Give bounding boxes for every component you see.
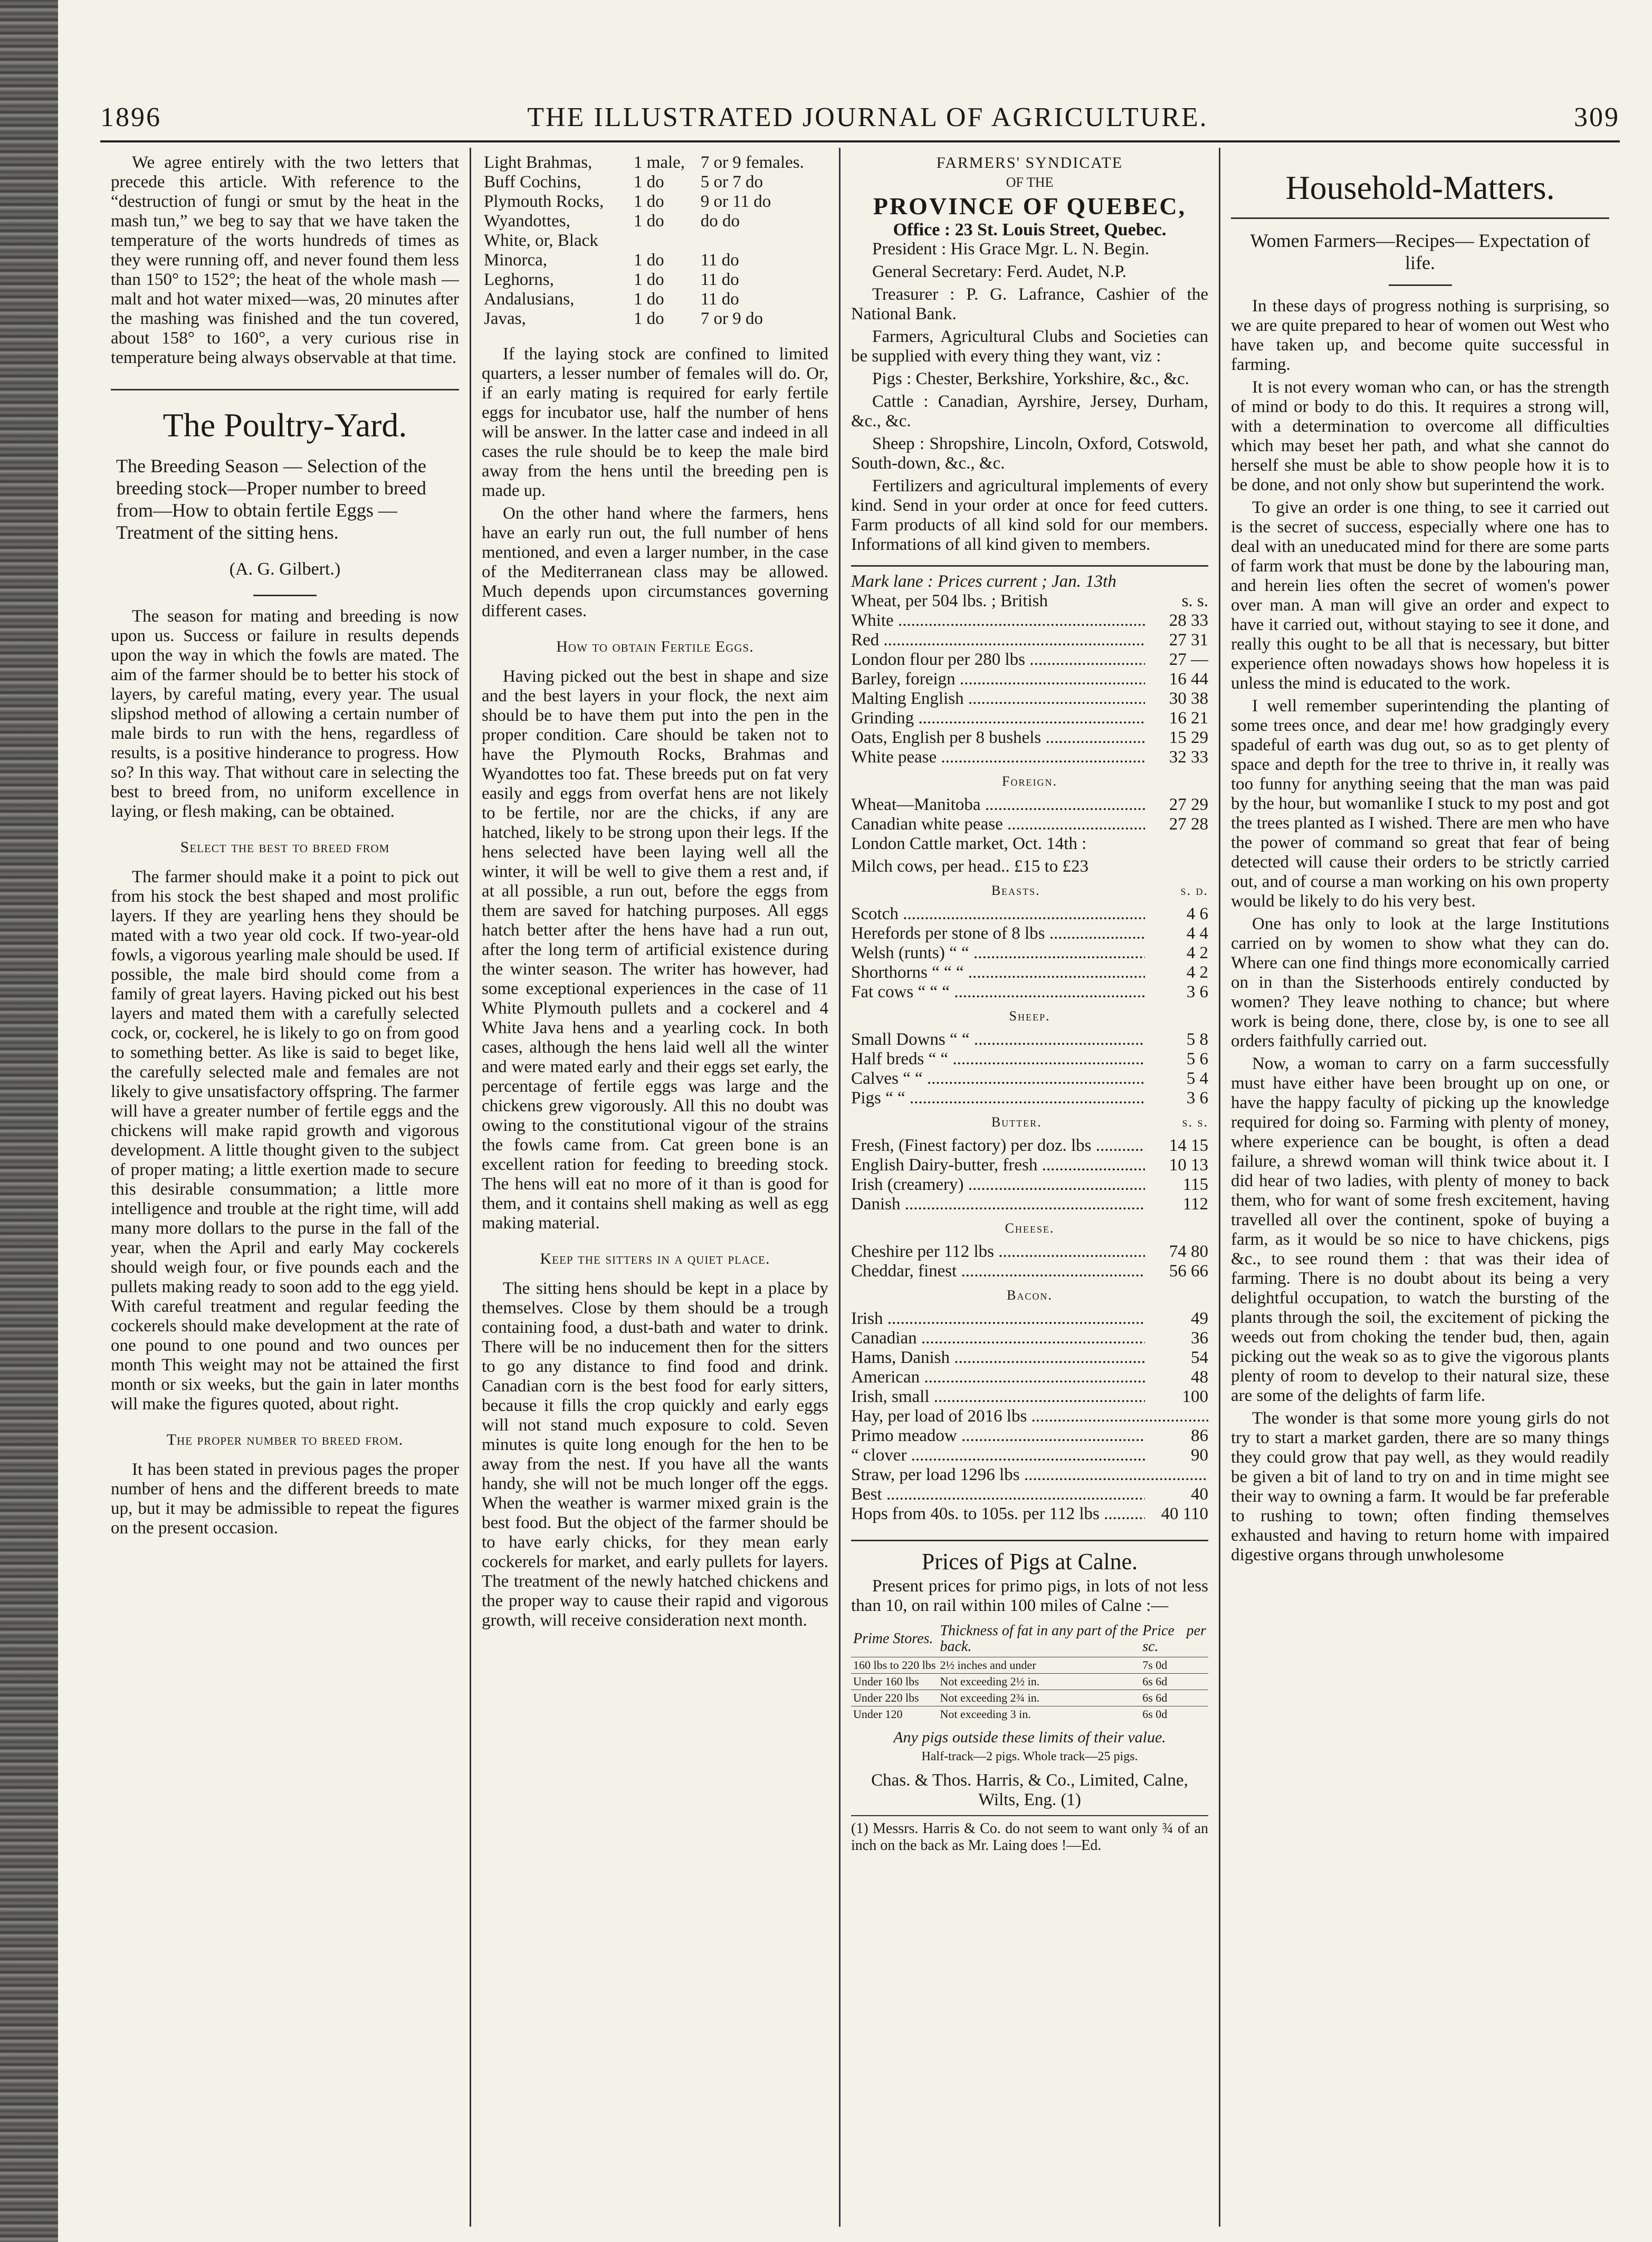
hay-list xyxy=(851,1426,1208,1465)
breed-cell: Leghorns, xyxy=(484,270,554,289)
butter-unit: s. s. xyxy=(1182,1114,1208,1130)
market-value: 27 28 xyxy=(1169,815,1208,834)
paragraph: It is not every woman who can, or has the strength of mind or body to do this. It requires a strong will, with a determination to overcome all difficulties which may beset her path, and what she cannot do herself she must be able to show people how it is to be done, and not only show but superintend the work. xyxy=(1231,378,1609,494)
paragraph: It has been stated in previous pages the proper number of hens and the different breeds to mate up, but it may be admissible to repeat the figures on the present occasion. xyxy=(111,1460,459,1538)
breed-row xyxy=(482,231,828,251)
beasts-list xyxy=(851,904,1208,1002)
subheading: The proper number to breed from. xyxy=(166,1431,404,1448)
market-value: 27 — xyxy=(1169,650,1208,669)
journal-title: THE ILLUSTRATED JOURNAL OF AGRICULTURE. xyxy=(527,102,1208,132)
market-title: Mark lane : Prices current ; Jan. 13th xyxy=(851,565,1208,591)
breed-cell: White, or, Black xyxy=(484,231,598,250)
market-row xyxy=(851,1485,1208,1504)
market-row xyxy=(851,709,1208,728)
pig-prices-title: Prices of Pigs at Calne. xyxy=(851,1540,1208,1571)
paragraph: The season for mating and breeding is now upon us. Success or failure in results depends upon the way in which the fowls are mated. The aim of the farmer should be to better his stock of layers, by careful mating, every year. The usual slipshod method of allowing a certain number of male birds to run with the hens, regardless of results, is a positive hinderance to progress. How so? In this way. That without care in selecting the best to breed from, no uniform excellence in laying, or flesh making, can be obtained. xyxy=(111,607,459,821)
market-value: 16 44 xyxy=(1169,670,1208,689)
foreign-list xyxy=(851,795,1208,834)
hay-head-row xyxy=(851,1407,1208,1426)
breed-cell: 11 do xyxy=(700,270,739,289)
breeds-table xyxy=(482,153,828,329)
market-row xyxy=(851,591,1208,611)
subheading: Select the best to breed from xyxy=(180,838,390,856)
market-label: Grinding ..... xyxy=(851,709,1145,728)
hops-row xyxy=(851,1504,1208,1524)
breed-row xyxy=(482,251,828,270)
market-value: 4 6 xyxy=(1186,904,1208,923)
pig-col-header: Thickness of fat in any part of the back. xyxy=(940,1623,1139,1655)
president: President : His Grace Mgr. L. N. Begin. xyxy=(872,240,1150,259)
pig-cell: Not exceeding 2¾ in. xyxy=(938,1690,1140,1706)
market-value: 3 6 xyxy=(1186,1089,1208,1108)
pig-cell: 6s 6d xyxy=(1140,1674,1208,1690)
market-value: 36 xyxy=(1191,1329,1208,1348)
market-value: 90 xyxy=(1191,1446,1208,1465)
wheat-head: Wheat, per 504 lbs. ; British xyxy=(851,591,1048,610)
breed-cell: Buff Cochins, xyxy=(484,173,581,192)
cattle-list: Cattle : Canadian, Ayrshire, Jersey, Durham, &c., &c. xyxy=(851,392,1208,431)
newspaper-page xyxy=(100,95,1620,2227)
pig-cell: 2½ inches and under xyxy=(938,1657,1140,1674)
straw-head-row xyxy=(851,1465,1208,1485)
pig-cell: Under 160 lbs xyxy=(851,1674,938,1690)
footnote: (1) Messrs. Harris & Co. do not seem to want only ¾ of an inch on the back as Mr. Laing does !—Ed. xyxy=(851,1815,1208,1854)
farmers-note: Farmers, Agricultural Clubs and Societies can be supplied with every thing they want, viz : xyxy=(851,327,1208,366)
sheep-head: Sheep. xyxy=(1009,1008,1051,1024)
market-row xyxy=(851,924,1208,943)
market-row xyxy=(851,982,1208,1002)
market-label: London flour per 280 lbs ..... xyxy=(851,650,1145,670)
market-value: 4 4 xyxy=(1186,924,1208,943)
market-label: Fat cows “ “ “ ..... xyxy=(851,982,1145,1002)
market-value: 3 6 xyxy=(1186,982,1208,1001)
paragraph: One has only to look at the large Institutions carried on by women to show what they can do. Where can one find things more economically carried on in than the Sisterhoods entirely conducted by women? They leave nothing to chance; but where work is being done, there, close by, is one to see all orders faithfully carried out. xyxy=(1231,914,1609,1051)
market-row xyxy=(851,963,1208,982)
market-value: 86 xyxy=(1191,1426,1208,1445)
secretary: General Secretary: Ferd. Audet, N.P. xyxy=(872,262,1127,281)
paragraph: On the other hand where the farmers, hens have an early run out, the full number of hens mentioned, and even a larger number, in the case of the Mediterranean class may be allowed. Much depends upon circumstances governing different cases. xyxy=(482,504,828,621)
market-row xyxy=(851,815,1208,834)
market-label: Scotch ..... xyxy=(851,904,1145,924)
paragraph: Having picked out the best in shape and size and the best layers in your flock, the next aim should be to have them put into the pen in the proper condition. Care should be taken not to have the Plymouth Rocks, Brahmas and Wyandottes too fat. These breeds put on fat very easily and eggs from overfat hens are not likely to be fertile, nor are the chicks, if any are hatched, likely to be strong upon their legs. If the hens selected have been laying well all the winter, it will be well to give them a rest and, if at all possible, a run out, before the eggs from them are saved for hatching purposes. All eggs hatch better after the hens have had a run out, after the long term of artificial existence during the winter season. The writer has however, had some exceptional experiences in the case of 11 White Plymouth pullets and a cockerel and 4 White Java hens and a yearling cock. In both cases, although the hens laid well all the winter and were mated early and their eggs set early, the percentage of fertile eggs was large and the chickens grew vigorously. All this no doubt was owing to the constitutional vigour of the strains the fowls came from. Cat green bone is an excellent ration for feeding to breeding stock. The hens will eat no more of it than is good for them, and it contains shell making as well as egg making material. xyxy=(482,667,828,1233)
pig-row xyxy=(851,1657,1208,1674)
market-label: Best ..... xyxy=(851,1485,1145,1504)
divider xyxy=(253,595,317,596)
column-1 xyxy=(100,148,470,2227)
syndicate-office: Office : 23 St. Louis Street, Quebec. xyxy=(893,220,1167,240)
market-value: 30 38 xyxy=(1169,689,1208,708)
market-label: Irish ..... xyxy=(851,1309,1145,1329)
breed-cell xyxy=(632,231,699,251)
market-value: 112 xyxy=(1182,1195,1208,1214)
breed-row xyxy=(482,290,828,309)
market-value: 16 21 xyxy=(1169,709,1208,728)
cheese-list xyxy=(851,1242,1208,1281)
market-row xyxy=(851,1262,1208,1281)
market-row xyxy=(851,1329,1208,1348)
beasts-unit: s. d. xyxy=(1180,883,1208,898)
market-row xyxy=(851,1156,1208,1175)
market-label: Herefords per stone of 8 lbs ..... xyxy=(851,924,1145,943)
syndicate-province: PROVINCE OF QUEBEC, xyxy=(873,193,1187,220)
market-label: Half breds “ “ ..... xyxy=(851,1050,1145,1069)
breed-cell: 11 do xyxy=(700,251,739,270)
pig-cell: 6s 0d xyxy=(1140,1706,1208,1723)
intro-paragraph: We agree entirely with the two letters that precede this article. With reference to the “destruction of fungi or smut by the heat in the mash tun,” we beg to say that we have taken the temperature of the worts hundreds of times as they were running off, and never found them less than 150° to 152°; the heat of the whole mash —malt and hot water mixed—was, 20 minutes after the mashing was finished and the tun covered, about 158° to 160°, a very curious rise in temperature being always observable at that time. xyxy=(111,153,459,367)
market-value: 49 xyxy=(1191,1309,1208,1328)
market-row xyxy=(851,728,1208,748)
divider xyxy=(1389,284,1452,286)
poultry-subtitle: The Breeding Season — Selection of the breeding stock—Proper number to breed from—How to obtain fertile Eggs —Treatment of the sitting hens. xyxy=(116,455,426,543)
market-row xyxy=(851,689,1208,709)
scan-edge xyxy=(0,0,58,2242)
paragraph: To give an order is one thing, to see it carried out is the secret of success, especially where one has to deal with an uneducated mind for there are some parts of farm work that must be done by the labouring man, and herein lies often the secret of women's power over man. A man will give an order and expect to have it carried out, without staying to see it done, and really this ought to be all that is necessary, but bitter experience often nowadays shows how hopeless it is unless the mind is educated to the work. xyxy=(1231,498,1609,693)
market-label: Barley, foreign ..... xyxy=(851,670,1145,689)
market-row xyxy=(851,1446,1208,1465)
sheep-market-list xyxy=(851,1030,1208,1108)
market-row xyxy=(851,748,1208,767)
market-row xyxy=(851,943,1208,963)
pig-note-2: Half-track—2 pigs. Whole track—25 pigs. xyxy=(921,1750,1138,1763)
breed-cell: Light Brahmas, xyxy=(484,153,593,172)
subheading: How to obtain Fertile Eggs. xyxy=(556,638,754,655)
market-label: Small Downs “ “ ..... xyxy=(851,1030,1145,1050)
breed-cell: Javas, xyxy=(484,309,526,328)
pig-cell: Not exceeding 2½ in. xyxy=(938,1674,1140,1690)
market-value: 5 8 xyxy=(1186,1030,1208,1049)
household-section-title: Household-Matters. xyxy=(1231,153,1609,219)
hops-label: Hops from 40s. to 105s. per 112 lbs ..... xyxy=(851,1504,1145,1524)
column-2 xyxy=(470,148,839,2227)
pig-col-header: Price per sc. xyxy=(1142,1623,1206,1655)
market-value: 115 xyxy=(1182,1175,1208,1194)
foreign-head: Foreign. xyxy=(1002,774,1057,789)
market-label: Calves “ “ ..... xyxy=(851,1069,1145,1089)
breed-cell: 1 do xyxy=(633,290,664,309)
breed-cell: 1 do xyxy=(633,309,664,328)
market-label: White pease ..... xyxy=(851,748,1145,767)
pig-intro: Present prices for primo pigs, in lots of not less than 10, on rail within 100 miles of Calne :— xyxy=(851,1577,1208,1615)
market-label: Red ..... xyxy=(851,631,1145,650)
market-row xyxy=(851,1426,1208,1446)
paragraph: In these days of progress nothing is surprising, so we are quite prepared to hear of women out West who have taken up, and become quite successful in farming. xyxy=(1231,297,1609,374)
market-label: Cheshire per 112 lbs ..... xyxy=(851,1242,1145,1262)
bacon-head: Bacon. xyxy=(1007,1287,1053,1303)
paragraph: If the laying stock are confined to limited quarters, a lesser number of females will do. Or, if an early mating is required for early fertile eggs for incubator use, half the number of hens will be answer. In the latter case and indeed in all cases the rule should be to keep the male bird away from the hens until the breeding pen is made up. xyxy=(482,345,828,500)
paragraph: The farmer should make it a point to pick out from his stock the best shaped and most prolific layers. If they are yearling hens they should be mated with a two year old cock. If two-year-old fowls, a vigorous yearling male should be used. If possible, the male bird should come from a family of great layers. Having picked out his best layers and mated them with a carefully selected cock, or, cockerel, he is likely to go on from good to something better. As like is said to beget like, the carefully selected male and females are not likely to give unsatisfactory offspring. The farmer will have a greater number of fertile eggs and the chickens will make rapid growth and vigorous development. A little thought given to the subject of proper mating; a little exertion made to secure this desirable consummation; a little more intelligence and trouble at the right time, will add many more dollars to the purse in the fall of the year, when the April and early May cockerels should weigh four, or five pounds each and the pullets making ready to soon add to the egg yield. With careful treatment and regular feeding the cockerels should make development at the rate of one pound to one pound and two ounces per month This weight may not be attained the first month or six weeks, but the gain in later months will make the figures quoted, about right. xyxy=(111,867,459,1414)
market-value: 48 xyxy=(1191,1368,1208,1387)
market-row xyxy=(851,1069,1208,1089)
pig-cell: Under 120 xyxy=(851,1706,938,1723)
breed-cell: 7 or 9 do xyxy=(700,309,763,328)
columns xyxy=(100,148,1620,2227)
breed-cell: 11 do xyxy=(700,290,739,309)
cattle-market: London Cattle market, Oct. 14th : xyxy=(851,834,1087,853)
column-3 xyxy=(839,148,1219,2227)
pig-col-header: Prime Stores. xyxy=(853,1630,933,1647)
poultry-section-title: The Poultry-Yard. xyxy=(111,389,459,444)
breed-row xyxy=(482,309,828,329)
paragraph: I well remember superintending the planting of some trees once, and dear me! how gradgingly every spadeful of earth was dug out, so as to get plenty of space and depth for the tree to thrive in, it really was too funny for anything seeing that the man was paid by the hour, but womanlike I stuck to my post and got the trees planted as I wished. There are men who have the power of command so great that fear of being detected will cause their orders to be strictly carried out, and of course a man working on his own property would be likely to do his very best. xyxy=(1231,697,1609,911)
fertilizers-note: Fertilizers and agricultural implements of every kind. Send in your order at once for feed cutters. Farm products of all kind sold for our members. Informations of all kind given to members. xyxy=(851,476,1208,554)
market-row xyxy=(851,1175,1208,1195)
beasts-head-row xyxy=(851,881,1208,900)
market-label: Primo meadow ..... xyxy=(851,1426,1145,1446)
breed-row xyxy=(482,153,828,173)
market-row xyxy=(851,904,1208,924)
market-value: 40 xyxy=(1191,1485,1208,1504)
breed-cell: 1 do xyxy=(633,192,664,211)
breed-row xyxy=(482,192,828,212)
pig-prices-table xyxy=(851,1621,1208,1722)
market-label: Canadian ..... xyxy=(851,1329,1145,1348)
market-row xyxy=(851,1089,1208,1108)
market-value: 5 4 xyxy=(1186,1069,1208,1088)
pig-note: Any pigs outside these limits of their value. xyxy=(893,1729,1166,1746)
paragraph: The wonder is that some more young girls do not try to start a market garden, there are so many things they could grow that pay well, as they would readily be given a bit of land to try on and in time might see their way to owning a farm. It would be far preferable to rushing to town; often finding themselves exhausted and having to return home with impaired digestive organs through unwholesome xyxy=(1231,1409,1609,1564)
butter-head: Butter. xyxy=(991,1114,1042,1130)
breed-cell: 1 male, xyxy=(633,153,685,172)
market-row xyxy=(851,631,1208,650)
market-value: 74 80 xyxy=(1169,1242,1208,1261)
market-label: Oats, English per 8 bushels ..... xyxy=(851,728,1145,748)
market-label: American ..... xyxy=(851,1368,1145,1387)
market-value: 14 15 xyxy=(1169,1136,1208,1155)
market-label: Pigs “ “ ..... xyxy=(851,1089,1145,1108)
market-row xyxy=(851,650,1208,670)
market-label: Cheddar, finest ..... xyxy=(851,1262,1145,1281)
wheat-unit: s. s. xyxy=(1181,591,1208,610)
market-row xyxy=(851,611,1208,631)
hay-head: Hay, per load of 2016 lbs ..... xyxy=(851,1407,1208,1426)
milch-cows: Milch cows, per head.. £15 to £23 xyxy=(851,857,1088,876)
market-value: 28 33 xyxy=(1169,611,1208,630)
pig-cell: 160 lbs to 220 lbs xyxy=(851,1657,938,1674)
straw-head: Straw, per load 1296 lbs ..... xyxy=(851,1465,1208,1485)
pig-cell: 7s 0d xyxy=(1140,1657,1208,1674)
market-label: Malting English ..... xyxy=(851,689,1145,709)
breed-cell xyxy=(699,231,828,251)
pig-row xyxy=(851,1706,1208,1723)
breed-cell: 1 do xyxy=(633,173,664,192)
market-value: 56 66 xyxy=(1169,1262,1208,1281)
breed-cell: Plymouth Rocks, xyxy=(484,192,604,211)
market-row xyxy=(851,670,1208,689)
butter-head-row xyxy=(851,1112,1208,1132)
breed-cell: 1 do xyxy=(633,251,664,270)
market-row xyxy=(851,1348,1208,1368)
beasts-head: Beasts. xyxy=(991,883,1040,898)
breed-cell: 9 or 11 do xyxy=(700,192,771,211)
market-label: English Dairy-butter, fresh ..... xyxy=(851,1156,1145,1175)
breed-row xyxy=(482,173,828,192)
byline: (A. G. Gilbert.) xyxy=(229,559,341,579)
market-label: Welsh (runts) “ “ ..... xyxy=(851,943,1145,963)
market-row xyxy=(851,1030,1208,1050)
bacon-list xyxy=(851,1309,1208,1407)
market-label: Wheat—Manitoba ..... xyxy=(851,795,1145,815)
cheese-head: Cheese. xyxy=(1005,1220,1055,1236)
market-label: Hams, Danish ..... xyxy=(851,1348,1145,1368)
pig-cell: Not exceeding 3 in. xyxy=(938,1706,1140,1723)
market-value: 54 xyxy=(1191,1348,1208,1367)
harris-signature: Chas. & Thos. Harris, & Co., Limited, Calne, Wilts, Eng. (1) xyxy=(871,1771,1188,1809)
market-value: 15 29 xyxy=(1169,728,1208,747)
market-label: “ clover ..... xyxy=(851,1446,1145,1465)
syndicate-header xyxy=(851,153,1208,240)
page-header xyxy=(100,95,1620,142)
market-label: Irish (creamery) ..... xyxy=(851,1175,1145,1195)
market-value: 27 29 xyxy=(1169,795,1208,814)
header-year: 1896 xyxy=(100,102,161,132)
hops-value: 40 110 xyxy=(1161,1504,1208,1523)
market-value: 4 2 xyxy=(1186,943,1208,962)
market-value: 32 33 xyxy=(1169,748,1208,767)
market-value: 4 2 xyxy=(1186,963,1208,982)
pig-row xyxy=(851,1674,1208,1690)
breed-cell: Andalusians, xyxy=(484,290,575,309)
breed-row xyxy=(482,270,828,290)
breed-cell: 1 do xyxy=(633,212,664,231)
column-4 xyxy=(1219,148,1620,2227)
market-value: 27 31 xyxy=(1169,631,1208,650)
market-row xyxy=(851,1195,1208,1214)
market-row xyxy=(851,795,1208,815)
market-label: Canadian white pease ..... xyxy=(851,815,1145,834)
market-label: Fresh, (Finest factory) per doz. lbs ..... xyxy=(851,1136,1145,1156)
market-label: Shorthorns “ “ “ ..... xyxy=(851,963,1145,982)
breed-cell: 1 do xyxy=(633,270,664,289)
market-value: 100 xyxy=(1182,1387,1208,1406)
page-number: 309 xyxy=(1574,102,1620,132)
paragraph: The sitting hens should be kept in a place by themselves. Close by them should be a trough containing food, a dust-bath and water to drink. There will be no inducement then for the sitters to go any distance to find food and drink. Canadian corn is the best food for early sitters, because it fills the crop quickly and early eggs will not stand much exposure to cold. Seven minutes is quite long enough for the hen to be away from the nest. If you have all the wants handy, she will not be much longer off the eggs. When the weather is warmer mixed grain is the best food. But the object of the farmer should be to have early chicks, for they mean early cockerels for market, and early pullets for layers. The treatment of the newly hatched chickens and the proper way to cause their rapid and vigorous growth, will receive consideration next month. xyxy=(482,1279,828,1630)
pig-row xyxy=(851,1690,1208,1706)
breed-cell: 7 or 9 females. xyxy=(700,153,804,172)
market-row xyxy=(851,1242,1208,1262)
butter-list xyxy=(851,1136,1208,1214)
treasurer: Treasurer : P. G. Lafrance, Cashier of the National Bank. xyxy=(851,285,1208,323)
market-row xyxy=(851,1368,1208,1387)
market-row xyxy=(851,1309,1208,1329)
sheep-list: Sheep : Shropshire, Lincoln, Oxford, Cotswold, South-down, &c., &c. xyxy=(851,434,1208,473)
syndicate-of: OF THE xyxy=(1006,175,1054,190)
paragraph: Now, a woman to carry on a farm successfully must have either have been brought up on one, or have the happy faculty of picking up the knowledge required for doing so. Farming with plenty of money, where experience can be bought, is often a dead failure, a shrewd woman will think twice about it. I did hear of two ladies, with plenty of money to back them, who for want of some fresh excitement, having travelled all over the continent, spoke of buying a farm, as it would be so nice to have chickens, pigs &c., to see round them : that was their idea of farming. There is no doubt about its being a very delightful occupation, to watch the bursting of the plants through the soil, the excitement of picking the weeds out from choking the tender bud, then, again picking out the weak so as to give the vigorous plants plenty of room to develop to their natural size, these are some of the delights of farm life. xyxy=(1231,1054,1609,1405)
market-row xyxy=(851,1050,1208,1069)
market-value: 5 6 xyxy=(1186,1050,1208,1068)
subheading: Keep the sitters in a quiet place. xyxy=(540,1250,770,1267)
market-row xyxy=(851,1387,1208,1407)
market-row xyxy=(851,1136,1208,1156)
market-label: Danish ..... xyxy=(851,1195,1145,1214)
breed-cell: do do xyxy=(700,212,740,231)
straw-list xyxy=(851,1485,1208,1504)
market-list xyxy=(851,611,1208,767)
market-value: 10 13 xyxy=(1169,1156,1208,1175)
market-label: White ..... xyxy=(851,611,1145,631)
pig-cell: 6s 6d xyxy=(1140,1690,1208,1706)
breed-cell: 5 or 7 do xyxy=(700,173,763,192)
breed-row xyxy=(482,212,828,231)
household-subtitle: Women Farmers—Recipes— Expectation of life. xyxy=(1250,230,1590,273)
breed-cell: Wyandottes, xyxy=(484,212,570,231)
pigs-list: Pigs : Chester, Berkshire, Yorkshire, &c., &c. xyxy=(872,369,1189,388)
syndicate-name: FARMERS' SYNDICATE xyxy=(936,154,1123,171)
breed-cell: Minorca, xyxy=(484,251,548,270)
pig-cell: Under 220 lbs xyxy=(851,1690,938,1706)
market-label: Irish, small ..... xyxy=(851,1387,1145,1407)
